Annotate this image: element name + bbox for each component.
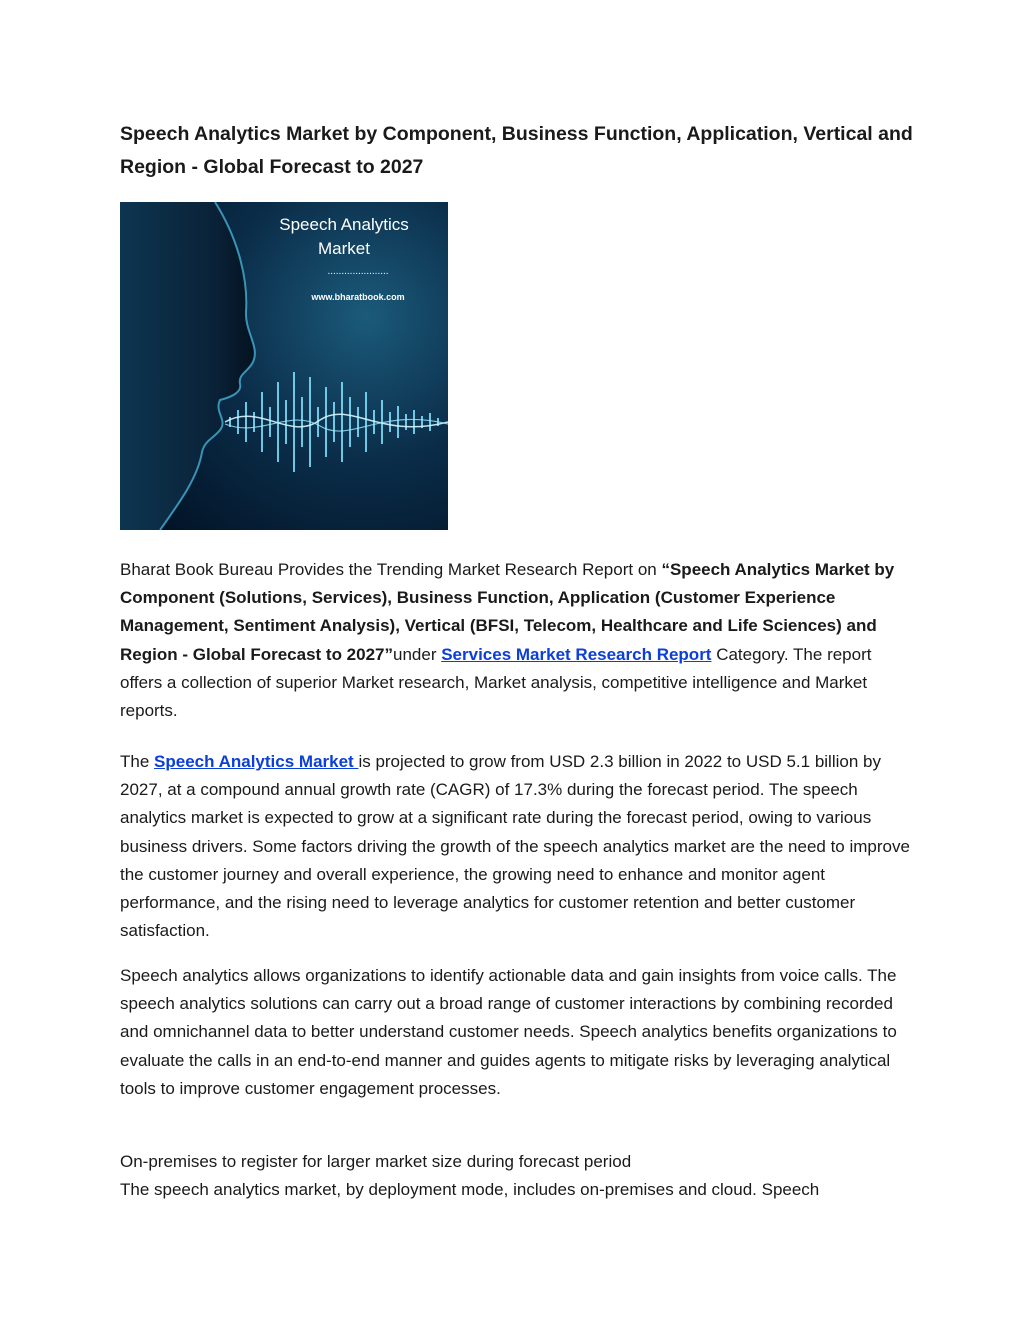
market-growth-paragraph [120, 748, 910, 945]
cover-title-line1: Speech Analytics [279, 215, 409, 234]
document-title: Speech Analytics Market by Component, Business Function, Application, Vertical and Region - Global Forecast to 2027 [120, 123, 913, 178]
cover-url: www.bharatbook.com [311, 292, 405, 302]
intro-under: under [393, 644, 442, 664]
deployment-heading: On-premises to register for larger market size during forecast period [120, 1152, 632, 1171]
deployment-text: The speech analytics market, by deployment mode, includes on-premises and cloud. Speech [120, 1180, 820, 1200]
cover-title-line2: Market [318, 239, 370, 258]
cover-image [120, 202, 448, 530]
intro-paragraph [120, 556, 910, 725]
speech-analytics-paragraph: Speech analytics allows organizations to identify actionable data and gain insights from voice calls. The speech analytics solutions can carry out a broad range of customer interactions by combining recorded and omnichannel data to better understand customer needs. Speech analytics benefits organizations to evaluate the calls in an end-to-end manner and guides agents to mitigate risks by leveraging analytical tools to improve customer engagement processes. [120, 966, 897, 1098]
intro-lead: Bharat Book Bureau Provides the Trending Market Research Report on [120, 560, 662, 579]
para2-tail: is projected to grow from USD 2.3 billion in 2022 to USD 5.1 billion by 2027, at a compound annual growth rate (CAGR) of 17.3% during the forecast period. The speech analytics market is expected to grow at a significant rate during the forecast period, owing to various business drivers. Some factors driving the growth of the speech analytics market are the need to improve the customer journey and overall experience, the growing need to enhance and monitor agent performance, and the rising need to leverage analytics for customer retention and better customer satisfaction. [120, 752, 910, 941]
intro-tail: Category. The report offers a collection of superior Market research, Market analysis, competitive intelligence and Market reports. [120, 644, 872, 721]
intro-report-name: “Speech Analytics Market by Component (Solutions, Services), Business Function, Application (Customer Experience Management, Sentiment Analysis), Vertical (BFSI, Telecom, Healthcare and Life Sciences) and Region - Global Forecast to 2027” [120, 560, 895, 664]
services-report-link[interactable]: Services Market Research Report [441, 644, 712, 664]
deployment-paragraph [120, 1148, 910, 1204]
para2-lead: The [120, 752, 155, 771]
speech-analytics-market-link[interactable]: Speech Analytics Market [154, 752, 359, 771]
cover-divider-dots: ...................... [327, 266, 389, 277]
